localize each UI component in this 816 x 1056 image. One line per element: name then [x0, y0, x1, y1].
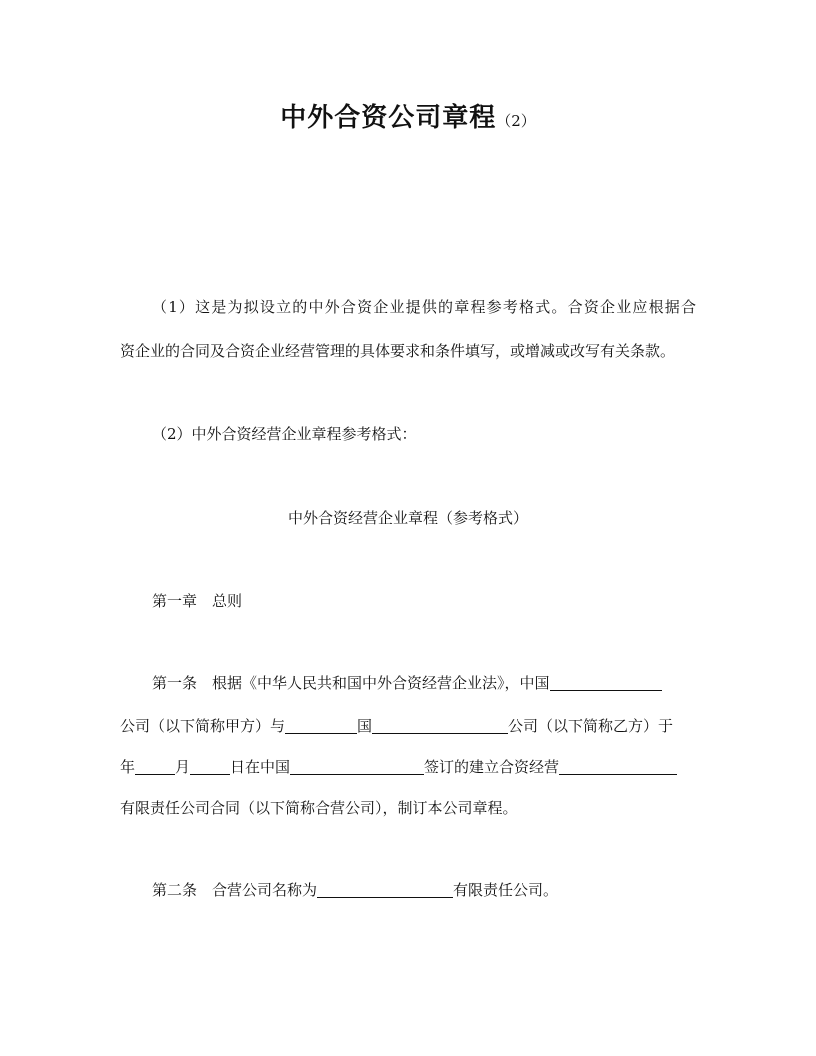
- article1-line2: [120, 715, 696, 737]
- note1-line1: （1）这是为拟设立的中外合资企业提供的章程参考格式。合资企业应根据合: [152, 298, 696, 316]
- doc-title: 中外合资经营企业章程（参考格式）: [287, 509, 528, 527]
- article2-text-a: 第二条 合营公司名称为: [152, 881, 318, 899]
- title-sub: （2）: [496, 112, 536, 130]
- article1-text3c: 日在中国: [230, 758, 291, 776]
- blank-field: [190, 758, 230, 775]
- blank-field: [290, 758, 424, 775]
- article2-text-b: 有限责任公司。: [453, 881, 559, 899]
- article1-text2c: 公司（以下简称乙方）于: [508, 717, 674, 735]
- title-main: 中外合资公司章程: [280, 103, 497, 133]
- blank-field: [285, 717, 357, 734]
- document-title: [0, 97, 816, 134]
- note2: （2）中外合资经营企业章程参考格式：: [152, 425, 417, 443]
- note1-line2: 资企业的合同及合资企业经营管理的具体要求和条件填写，或增减或改写有关条款。: [120, 342, 676, 360]
- article1-text3d: 签订的建立合资经营: [424, 758, 560, 776]
- article1-line3: [120, 756, 696, 778]
- article1-line4: 有限责任公司合同（以下简称合营公司），制订本公司章程。: [120, 799, 518, 817]
- article2-line: [120, 879, 696, 901]
- article1-text3a: 年: [120, 758, 136, 776]
- blank-field: [372, 717, 508, 734]
- article1-text2a: 公司（以下简称甲方）与: [120, 717, 286, 735]
- blank-field: [550, 674, 662, 691]
- article1-text3b: 月: [175, 758, 191, 776]
- chapter1-heading: 第一章 总则: [152, 592, 243, 610]
- blank-field: [317, 881, 453, 898]
- blank-field: [135, 758, 175, 775]
- article1-text1: 第一条 根据《中华人民共和国中外合资经营企业法》，中国: [152, 674, 550, 692]
- blank-field: [559, 758, 677, 775]
- article1-text2b: 国: [357, 717, 373, 735]
- article1-line1: [120, 672, 696, 694]
